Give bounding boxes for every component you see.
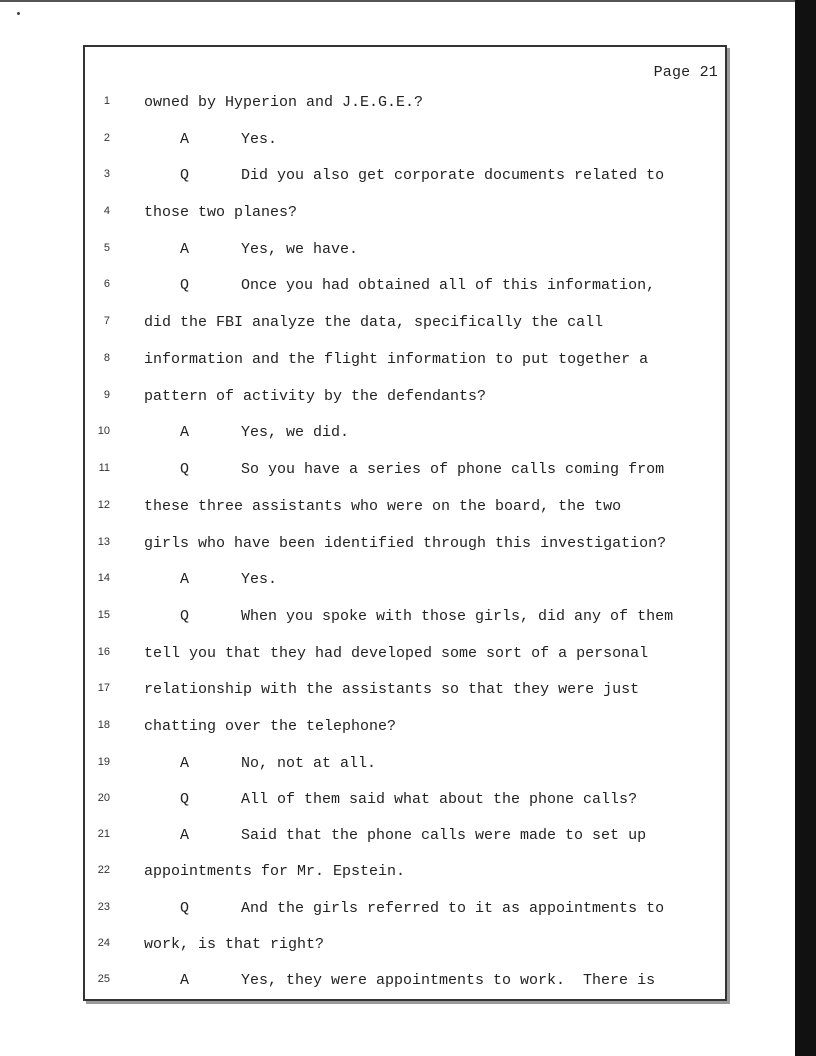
speaker-label: A <box>180 755 190 772</box>
transcript-line <box>0 424 795 444</box>
line-number: 3 <box>103 168 110 180</box>
line-text: these three assistants who were on the board, the two <box>144 498 622 515</box>
line-text: No, not at all. <box>241 755 377 772</box>
line-number: 4 <box>103 205 110 217</box>
line-text: Yes, we did. <box>241 424 350 441</box>
line-number: 25 <box>97 973 110 985</box>
transcript-line <box>0 461 795 481</box>
transcript-line <box>0 936 795 956</box>
transcript-line <box>0 314 795 334</box>
line-number: 1 <box>103 95 110 107</box>
transcript-line <box>0 900 795 920</box>
transcript-line <box>0 755 795 775</box>
line-number: 6 <box>103 278 110 290</box>
line-text: Said that the phone calls were made to set up <box>241 827 647 844</box>
transcript-line <box>0 863 795 883</box>
line-text: So you have a series of phone calls coming from <box>241 461 665 478</box>
transcript-line <box>0 791 795 811</box>
line-number: 17 <box>97 682 110 694</box>
transcript-line <box>0 718 795 738</box>
scan-dark-margin <box>795 0 816 1056</box>
transcript-line <box>0 681 795 701</box>
line-text: did the FBI analyze the data, specifically the call <box>144 314 604 331</box>
transcript-line <box>0 94 795 114</box>
transcript-line <box>0 388 795 408</box>
transcript-line <box>0 498 795 518</box>
transcript-line <box>0 204 795 224</box>
line-number: 24 <box>97 937 110 949</box>
transcript-line <box>0 351 795 371</box>
line-text: Once you had obtained all of this information, <box>241 277 656 294</box>
line-text: owned by Hyperion and J.E.G.E.? <box>144 94 424 111</box>
line-text: Yes, they were appointments to work. There is <box>241 972 656 989</box>
line-text: chatting over the telephone? <box>144 718 397 735</box>
transcript-line <box>0 241 795 261</box>
line-text: Yes, we have. <box>241 241 359 258</box>
line-text: information and the flight information to put together a <box>144 351 649 368</box>
transcript-line <box>0 827 795 847</box>
scan-top-rule <box>0 0 795 2</box>
transcript-line <box>0 608 795 628</box>
speaker-label: Q <box>180 461 190 478</box>
line-text: When you spoke with those girls, did any of them <box>241 608 674 625</box>
line-number: 15 <box>97 609 110 621</box>
scan-speck <box>17 12 20 15</box>
line-text: And the girls referred to it as appointments to <box>241 900 665 917</box>
speaker-label: A <box>180 241 190 258</box>
line-number: 14 <box>97 572 110 584</box>
speaker-label: A <box>180 131 190 148</box>
line-text: girls who have been identified through this investigation? <box>144 535 667 552</box>
transcript-line <box>0 645 795 665</box>
line-number: 16 <box>97 646 110 658</box>
speaker-label: Q <box>180 277 190 294</box>
line-number: 10 <box>97 425 110 437</box>
transcript-line <box>0 571 795 591</box>
transcript-line <box>0 972 795 992</box>
page-number: Page 21 <box>653 64 718 81</box>
line-number: 19 <box>97 756 110 768</box>
line-text: Yes. <box>241 571 278 588</box>
speaker-label: Q <box>180 608 190 625</box>
line-number: 5 <box>103 242 110 254</box>
speaker-label: A <box>180 972 190 989</box>
line-text: Yes. <box>241 131 278 148</box>
line-number: 8 <box>103 352 110 364</box>
line-number: 13 <box>97 536 110 548</box>
line-text: those two planes? <box>144 204 298 221</box>
transcript-line <box>0 131 795 151</box>
line-text: Did you also get corporate documents related to <box>241 167 665 184</box>
speaker-label: A <box>180 827 190 844</box>
line-number: 11 <box>98 462 110 474</box>
line-number: 12 <box>97 499 110 511</box>
line-number: 23 <box>97 901 110 913</box>
transcript-line <box>0 535 795 555</box>
line-text: pattern of activity by the defendants? <box>144 388 487 405</box>
speaker-label: Q <box>180 900 190 917</box>
speaker-label: Q <box>180 791 190 808</box>
line-number: 21 <box>97 828 110 840</box>
transcript-line <box>0 277 795 297</box>
line-number: 18 <box>97 719 110 731</box>
transcript-page-frame <box>83 45 727 1001</box>
transcript-line <box>0 167 795 187</box>
line-number: 22 <box>97 864 110 876</box>
line-number: 20 <box>97 792 110 804</box>
line-number: 9 <box>103 389 110 401</box>
line-text: tell you that they had developed some sort of a personal <box>144 645 649 662</box>
line-text: relationship with the assistants so that they were just <box>144 681 640 698</box>
speaker-label: Q <box>180 167 190 184</box>
speaker-label: A <box>180 571 190 588</box>
line-number: 7 <box>103 315 110 327</box>
line-number: 2 <box>103 132 110 144</box>
line-text: All of them said what about the phone calls? <box>241 791 638 808</box>
speaker-label: A <box>180 424 190 441</box>
line-text: appointments for Mr. Epstein. <box>144 863 406 880</box>
line-text: work, is that right? <box>144 936 325 953</box>
